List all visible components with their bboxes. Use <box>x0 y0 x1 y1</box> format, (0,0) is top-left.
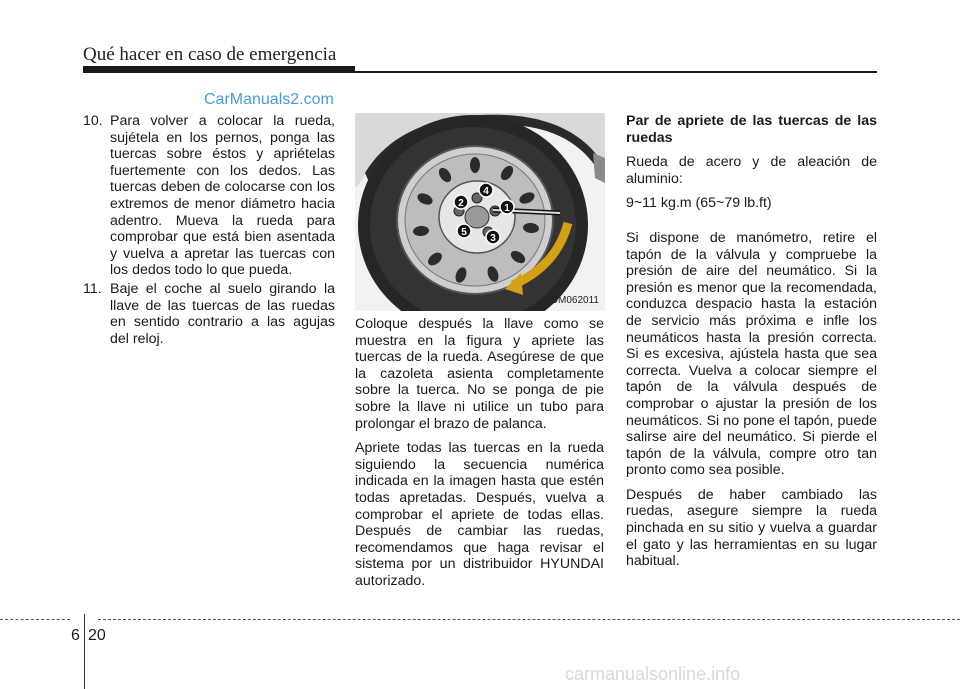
paragraph: Después de haber cambiado las ruedas, asegure siempre la rueda pinchada en su sitio y vuelva a guardar el gato y las herramientas en su lugar habitual. <box>626 486 877 570</box>
list-number: 11. <box>83 280 102 297</box>
list-number: 10. <box>83 113 103 129</box>
footer-watermark: carmanualsonline.info <box>565 664 741 684</box>
figure-code: ODM062011 <box>543 295 599 306</box>
column-left <box>83 113 335 347</box>
lug-number-label-5 <box>457 224 471 238</box>
lug-number-label-1 <box>500 200 514 214</box>
header-rule <box>83 71 877 73</box>
paragraph: Si dispone de manómetro, retire el tapón de la válvula y compruebe la presión de aire del neumático. Si la presión es menor que la recomendada, conduzca despacio hasta la estación de servicio más próxima e infle los neumáticos hasta la presión correcta. Si es excesiva, ajústela hasta que sea correcta. Vuelva a colocar siempre el tapón de la válvula después de comprobar o ajustar la presión de los neumáticos. Si no pone el tapón, puede salirse aire del neumático. Si pierde el tapón de la válvula, compre otro tan pronto como sea posible. <box>626 229 877 479</box>
column-middle <box>355 316 604 598</box>
svg-text:3: 3 <box>490 233 496 244</box>
wheel-illustration <box>355 113 605 311</box>
lug-number-label-3 <box>486 230 500 244</box>
svg-text:2: 2 <box>458 198 464 209</box>
list-item-10 <box>83 113 335 279</box>
column-right <box>626 113 877 578</box>
page-header-title: Qué hacer en caso de emergencia <box>83 44 337 65</box>
svg-text:5: 5 <box>461 227 467 238</box>
svg-text:4: 4 <box>483 186 489 197</box>
wheel-figure <box>355 113 605 311</box>
svg-text:1: 1 <box>504 203 510 214</box>
list-text: Para volver a colocar la rueda, sujétela en los pernos, ponga las tuercas sobre éstos y apriételas fuertemente con los dedos. Las tuercas deben de colocarse con los extremos de menor diámetro hacia adentro. Mueva la rueda para comprobar que está bien asentada y vuelva a apretar las tuercas con los dedos todo lo que pueda. <box>110 113 335 279</box>
footer-divider <box>84 614 85 689</box>
footer-dashed-rule-left <box>0 619 70 620</box>
paragraph: Apriete todas las tuercas en la rueda siguiendo la secuencia numérica indicada en la imagen hasta que estén todas apretadas. Después, vuelva a comprobar el apriete de todas ellas. Después de cambiar las ruedas, recomendamos que haga revisar el sistema por un distribuidor HYUNDAI autorizado. <box>355 440 604 589</box>
section-heading: Par de apriete de las tuercas de las ruedas <box>626 113 877 146</box>
watermark-link[interactable]: CarManuals2.com <box>204 91 334 108</box>
page-number: 20 <box>88 627 106 644</box>
lug-number-label-2 <box>454 195 468 209</box>
paragraph: Rueda de acero y de aleación de aluminio: <box>626 154 877 187</box>
paragraph: Coloque después la llave como se muestra en la figura y apriete las tuercas de la rueda. Asegúrese de que la cazoleta asienta completamente sobre la tuerca. No se ponga de pie sobre la llave ni utilice un tubo para prolongar el brazo de palanca. <box>355 316 604 432</box>
section-number: 6 <box>71 627 80 644</box>
lug-number-label-4 <box>479 183 493 197</box>
footer-dashed-rule-right <box>98 619 960 620</box>
list-text: Baje el coche al suelo girando la llave de las tuercas de las ruedas en sentido contrario a las agujas del reloj. <box>110 280 335 347</box>
list-item-11 <box>83 281 335 347</box>
torque-value: 9~11 kg.m (65~79 lb.ft) <box>626 195 772 212</box>
